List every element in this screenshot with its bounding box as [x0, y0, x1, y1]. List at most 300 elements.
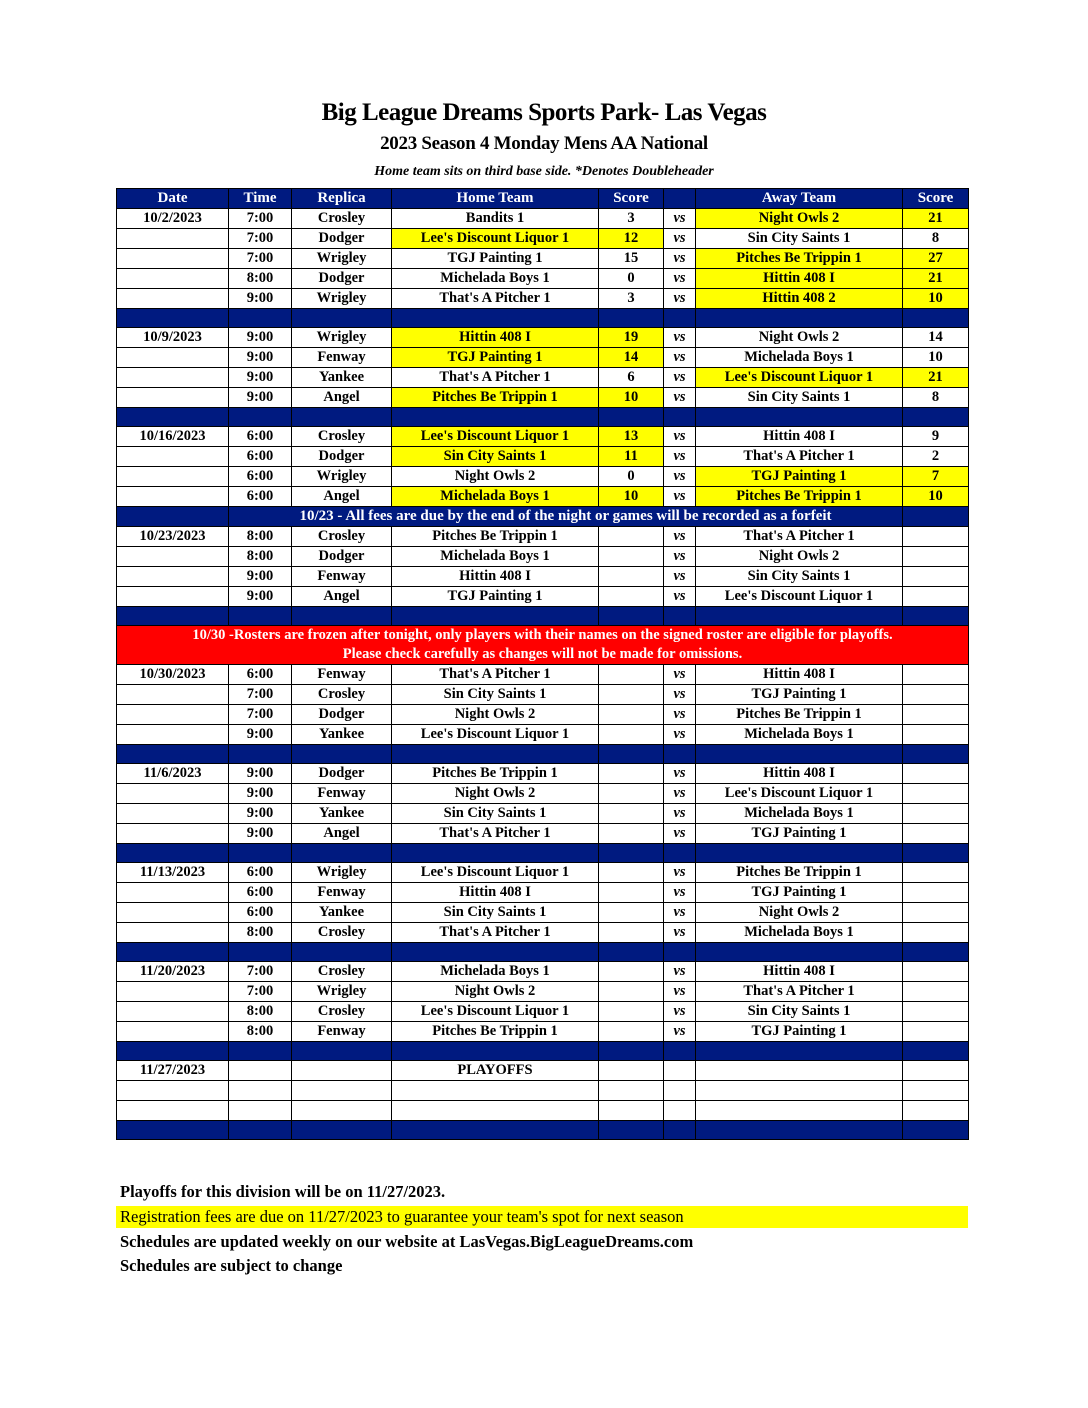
empty-cell: [903, 1061, 969, 1081]
game-replica: Wrigley: [292, 249, 392, 269]
game-time: 6:00: [229, 447, 292, 467]
game-time: 9:00: [229, 764, 292, 784]
home-score: [599, 784, 664, 804]
home-score: [599, 547, 664, 567]
game-date: 11/6/2023: [117, 764, 229, 784]
separator-cell: [599, 309, 664, 328]
empty-cell: [392, 1081, 599, 1101]
separator-cell: [292, 1121, 392, 1140]
vs-label: vs: [664, 527, 696, 547]
game-replica: Fenway: [292, 665, 392, 685]
empty-cell: [599, 1081, 664, 1101]
separator-cell: [292, 844, 392, 863]
away-score: [903, 982, 969, 1002]
game-replica: Wrigley: [292, 328, 392, 348]
away-score: [903, 665, 969, 685]
footer-subject: Schedules are subject to change: [120, 1256, 343, 1275]
home-team: Lee's Discount Liquor 1: [392, 427, 599, 447]
separator-cell: [229, 844, 292, 863]
division-subtitle: 2023 Season 4 Monday Mens AA National: [380, 133, 708, 154]
game-date: [117, 567, 229, 587]
vs-label: vs: [664, 725, 696, 745]
away-score: 9: [903, 427, 969, 447]
away-team: TGJ Painting 1: [696, 685, 903, 705]
home-score: [599, 764, 664, 784]
game-time: 6:00: [229, 863, 292, 883]
game-replica: Yankee: [292, 725, 392, 745]
col-date: Date: [117, 189, 229, 209]
separator-cell: [229, 607, 292, 626]
game-row: [117, 665, 969, 685]
home-team: Hittin 408 I: [392, 567, 599, 587]
away-team: Michelada Boys 1: [696, 923, 903, 943]
game-row: [117, 447, 969, 467]
separator-cell: [599, 844, 664, 863]
separator-cell: [696, 1042, 903, 1061]
separator-cell: [229, 408, 292, 427]
game-replica: Wrigley: [292, 289, 392, 309]
vs-label: vs: [664, 824, 696, 844]
separator-cell: [292, 309, 392, 328]
game-row: [117, 1002, 969, 1022]
away-score: [903, 685, 969, 705]
vs-label: vs: [664, 923, 696, 943]
empty-cell: [292, 1081, 392, 1101]
home-score: [599, 665, 664, 685]
away-score: [903, 567, 969, 587]
separator-cell: [117, 745, 229, 764]
away-score: [903, 527, 969, 547]
home-score: 10: [599, 388, 664, 408]
vs-label: vs: [664, 764, 696, 784]
game-row: [117, 328, 969, 348]
separator-row: [117, 1121, 969, 1140]
vs-label: vs: [664, 863, 696, 883]
empty-cell: [696, 1101, 903, 1121]
game-replica: Crosley: [292, 962, 392, 982]
vs-label: vs: [664, 883, 696, 903]
away-team: Pitches Be Trippin 1: [696, 705, 903, 725]
separator-cell: [599, 408, 664, 427]
empty-row: [117, 1081, 969, 1101]
game-time: 9:00: [229, 804, 292, 824]
separator-cell: [696, 943, 903, 962]
game-time: 9:00: [229, 725, 292, 745]
separator-cell: [664, 1042, 696, 1061]
game-replica: Yankee: [292, 804, 392, 824]
vs-label: vs: [664, 209, 696, 229]
separator-cell: [292, 1042, 392, 1061]
home-team: Night Owls 2: [392, 705, 599, 725]
game-row: [117, 229, 969, 249]
game-date: [117, 705, 229, 725]
game-time: 7:00: [229, 705, 292, 725]
game-replica: Dodger: [292, 269, 392, 289]
away-score: [903, 1002, 969, 1022]
game-replica: Angel: [292, 487, 392, 507]
game-replica: Wrigley: [292, 982, 392, 1002]
away-team: Hittin 408 I: [696, 427, 903, 447]
game-replica: Wrigley: [292, 467, 392, 487]
home-score: [599, 804, 664, 824]
game-row: [117, 824, 969, 844]
separator-cell: [903, 607, 969, 626]
home-team: That's A Pitcher 1: [392, 824, 599, 844]
home-score: [599, 903, 664, 923]
empty-cell: [664, 1061, 696, 1081]
home-team: Night Owls 2: [392, 467, 599, 487]
vs-label: vs: [664, 1022, 696, 1042]
separator-cell: [292, 408, 392, 427]
vs-label: vs: [664, 804, 696, 824]
separator-cell: [903, 309, 969, 328]
game-replica: Dodger: [292, 705, 392, 725]
game-time: 6:00: [229, 883, 292, 903]
game-time: 8:00: [229, 923, 292, 943]
separator-cell: [903, 408, 969, 427]
home-score: 19: [599, 328, 664, 348]
separator-row: [117, 607, 969, 626]
game-time: 7:00: [229, 962, 292, 982]
away-team: Pitches Be Trippin 1: [696, 863, 903, 883]
away-team: That's A Pitcher 1: [696, 447, 903, 467]
game-time: 9:00: [229, 368, 292, 388]
empty-cell: [599, 1101, 664, 1121]
home-team: Night Owls 2: [392, 784, 599, 804]
away-team: Michelada Boys 1: [696, 725, 903, 745]
home-score: [599, 1022, 664, 1042]
separator-cell: [117, 1042, 229, 1061]
away-team: Hittin 408 I: [696, 665, 903, 685]
game-row: [117, 348, 969, 368]
game-row: [117, 725, 969, 745]
vs-label: vs: [664, 269, 696, 289]
home-team: TGJ Painting 1: [392, 249, 599, 269]
home-score: 11: [599, 447, 664, 467]
game-replica: Crosley: [292, 527, 392, 547]
game-time: 6:00: [229, 467, 292, 487]
game-replica: Crosley: [292, 923, 392, 943]
separator-cell: [117, 408, 229, 427]
game-time: 9:00: [229, 289, 292, 309]
home-score: 0: [599, 269, 664, 289]
separator-row: [117, 943, 969, 962]
game-row: [117, 209, 969, 229]
home-score: [599, 863, 664, 883]
away-team: Lee's Discount Liquor 1: [696, 587, 903, 607]
home-team: Sin City Saints 1: [392, 447, 599, 467]
home-score: 0: [599, 467, 664, 487]
empty-cell: [696, 1061, 903, 1081]
home-team: That's A Pitcher 1: [392, 289, 599, 309]
home-score: 15: [599, 249, 664, 269]
home-team: Pitches Be Trippin 1: [392, 764, 599, 784]
separator-cell: [117, 309, 229, 328]
game-time: 7:00: [229, 209, 292, 229]
separator-cell: [117, 607, 229, 626]
separator-cell: [599, 943, 664, 962]
empty-cell: [664, 1101, 696, 1121]
separator-cell: [664, 1121, 696, 1140]
game-time: 6:00: [229, 665, 292, 685]
game-date: [117, 388, 229, 408]
footer-registration: Registration fees are due on 11/27/2023 to guarantee your team's spot for next season: [116, 1206, 968, 1228]
away-score: 8: [903, 229, 969, 249]
empty-cell: [664, 1081, 696, 1101]
game-replica: Fenway: [292, 1022, 392, 1042]
vs-label: vs: [664, 348, 696, 368]
separator-cell: [599, 1121, 664, 1140]
separator-cell: [292, 943, 392, 962]
away-score: [903, 883, 969, 903]
rosters-notice-line2: Please check carefully as changes will not be made for omissions.: [342, 646, 743, 662]
home-score: [599, 824, 664, 844]
game-row: [117, 487, 969, 507]
separator-cell: [696, 408, 903, 427]
separator-cell: [229, 745, 292, 764]
away-team: TGJ Painting 1: [696, 467, 903, 487]
col-away-score: Score: [903, 189, 969, 209]
home-team: TGJ Painting 1: [392, 348, 599, 368]
separator-cell: [117, 507, 229, 527]
fees-notice-row: [117, 507, 969, 527]
game-time: 9:00: [229, 348, 292, 368]
game-replica: Fenway: [292, 784, 392, 804]
game-time: 8:00: [229, 269, 292, 289]
header-row: [117, 189, 969, 209]
home-score: [599, 725, 664, 745]
away-team: Night Owls 2: [696, 328, 903, 348]
separator-cell: [392, 1042, 599, 1061]
separator-cell: [292, 745, 392, 764]
home-score: [599, 527, 664, 547]
game-row: [117, 527, 969, 547]
game-date: [117, 903, 229, 923]
away-score: [903, 1022, 969, 1042]
separator-row: [117, 408, 969, 427]
away-team: Pitches Be Trippin 1: [696, 487, 903, 507]
separator-cell: [903, 943, 969, 962]
game-date: [117, 883, 229, 903]
empty-cell: [117, 1081, 229, 1101]
away-team: Hittin 408 2: [696, 289, 903, 309]
game-row: [117, 269, 969, 289]
game-date: [117, 289, 229, 309]
separator-cell: [664, 607, 696, 626]
separator-cell: [229, 1042, 292, 1061]
home-team: Sin City Saints 1: [392, 903, 599, 923]
home-team: That's A Pitcher 1: [392, 368, 599, 388]
separator-cell: [392, 309, 599, 328]
vs-label: vs: [664, 388, 696, 408]
vs-label: vs: [664, 229, 696, 249]
away-score: [903, 705, 969, 725]
away-score: 7: [903, 467, 969, 487]
game-time: [229, 1061, 292, 1081]
col-replica: Replica: [292, 189, 392, 209]
game-date: [117, 229, 229, 249]
vs-label: vs: [664, 467, 696, 487]
game-row: [117, 705, 969, 725]
col-home-score: Score: [599, 189, 664, 209]
vs-label: vs: [664, 249, 696, 269]
away-score: 14: [903, 328, 969, 348]
separator-cell: [696, 745, 903, 764]
empty-cell: [229, 1101, 292, 1121]
game-replica: Yankee: [292, 903, 392, 923]
game-date: [117, 547, 229, 567]
home-score: [599, 923, 664, 943]
separator-cell: [903, 1121, 969, 1140]
away-score: 10: [903, 348, 969, 368]
vs-label: vs: [664, 447, 696, 467]
separator-cell: [664, 844, 696, 863]
vs-label: vs: [664, 587, 696, 607]
game-date: [117, 923, 229, 943]
empty-cell: [117, 1101, 229, 1121]
home-team: Sin City Saints 1: [392, 804, 599, 824]
game-time: 8:00: [229, 1022, 292, 1042]
home-team: Pitches Be Trippin 1: [392, 388, 599, 408]
home-team: Michelada Boys 1: [392, 962, 599, 982]
home-score: 3: [599, 209, 664, 229]
home-team: Bandits 1: [392, 209, 599, 229]
separator-cell: [903, 1042, 969, 1061]
away-team: Night Owls 2: [696, 547, 903, 567]
rosters-notice: [117, 626, 969, 665]
game-replica: Dodger: [292, 547, 392, 567]
home-team: Night Owls 2: [392, 982, 599, 1002]
playoffs-label: PLAYOFFS: [392, 1061, 599, 1081]
away-team: That's A Pitcher 1: [696, 527, 903, 547]
game-date: [117, 487, 229, 507]
away-team: TGJ Painting 1: [696, 883, 903, 903]
game-row: [117, 368, 969, 388]
home-team: Lee's Discount Liquor 1: [392, 863, 599, 883]
away-score: [903, 784, 969, 804]
game-row: [117, 923, 969, 943]
vs-label: vs: [664, 705, 696, 725]
home-team: Michelada Boys 1: [392, 487, 599, 507]
home-score: [599, 567, 664, 587]
separator-cell: [599, 1042, 664, 1061]
separator-row: [117, 745, 969, 764]
game-time: 9:00: [229, 824, 292, 844]
game-date: 10/30/2023: [117, 665, 229, 685]
col-time: Time: [229, 189, 292, 209]
game-replica: Dodger: [292, 229, 392, 249]
separator-cell: [117, 943, 229, 962]
separator-cell: [392, 607, 599, 626]
game-replica: [292, 1061, 392, 1081]
home-score: 3: [599, 289, 664, 309]
separator-cell: [117, 1121, 229, 1140]
fees-notice: 10/23 - All fees are due by the end of the night or games will be recorded as a forfeit: [229, 507, 903, 527]
game-time: 6:00: [229, 427, 292, 447]
game-date: [117, 368, 229, 388]
away-team: Pitches Be Trippin 1: [696, 249, 903, 269]
separator-cell: [229, 309, 292, 328]
separator-cell: [229, 1121, 292, 1140]
home-team: TGJ Painting 1: [392, 587, 599, 607]
game-time: 7:00: [229, 229, 292, 249]
game-replica: Crosley: [292, 685, 392, 705]
vs-label: vs: [664, 328, 696, 348]
separator-cell: [696, 1121, 903, 1140]
vs-label: vs: [664, 487, 696, 507]
game-time: 8:00: [229, 1002, 292, 1022]
home-score: [599, 883, 664, 903]
away-score: 27: [903, 249, 969, 269]
home-team: Hittin 408 I: [392, 883, 599, 903]
game-row: [117, 547, 969, 567]
game-row: [117, 962, 969, 982]
vs-label: vs: [664, 427, 696, 447]
playoffs-row: [117, 1061, 969, 1081]
home-score: [599, 685, 664, 705]
empty-cell: [599, 1061, 664, 1081]
game-time: 6:00: [229, 487, 292, 507]
game-date: [117, 249, 229, 269]
empty-row: [117, 1101, 969, 1121]
home-score: 14: [599, 348, 664, 368]
game-replica: Crosley: [292, 427, 392, 447]
empty-cell: [903, 1081, 969, 1101]
away-team: TGJ Painting 1: [696, 824, 903, 844]
separator-cell: [696, 844, 903, 863]
separator-cell: [392, 1121, 599, 1140]
vs-label: vs: [664, 982, 696, 1002]
away-team: Hittin 408 I: [696, 269, 903, 289]
home-team: Sin City Saints 1: [392, 685, 599, 705]
vs-label: vs: [664, 289, 696, 309]
game-date: 10/16/2023: [117, 427, 229, 447]
rosters-notice-line1: 10/30 -Rosters are frozen after tonight, only players with their names on the signed roster are eligible for playoffs.: [192, 627, 893, 643]
game-row: [117, 587, 969, 607]
game-date: [117, 447, 229, 467]
away-score: 8: [903, 388, 969, 408]
vs-label: vs: [664, 368, 696, 388]
game-date: [117, 982, 229, 1002]
game-time: 7:00: [229, 249, 292, 269]
away-team: Hittin 408 I: [696, 764, 903, 784]
vs-label: vs: [664, 784, 696, 804]
home-score: [599, 962, 664, 982]
game-date: [117, 824, 229, 844]
away-team: Michelada Boys 1: [696, 804, 903, 824]
game-row: [117, 804, 969, 824]
game-time: 7:00: [229, 982, 292, 1002]
away-team: TGJ Painting 1: [696, 1022, 903, 1042]
game-date: [117, 804, 229, 824]
game-date: [117, 685, 229, 705]
away-team: Sin City Saints 1: [696, 388, 903, 408]
separator-cell: [903, 745, 969, 764]
home-team: That's A Pitcher 1: [392, 665, 599, 685]
game-row: [117, 289, 969, 309]
away-team: Hittin 408 I: [696, 962, 903, 982]
schedule-body: [117, 209, 969, 1140]
home-score: [599, 1002, 664, 1022]
home-score: [599, 982, 664, 1002]
game-row: [117, 784, 969, 804]
vs-label: vs: [664, 567, 696, 587]
away-score: [903, 764, 969, 784]
separator-cell: [664, 745, 696, 764]
away-team: Sin City Saints 1: [696, 1002, 903, 1022]
empty-cell: [903, 1101, 969, 1121]
game-time: 9:00: [229, 328, 292, 348]
